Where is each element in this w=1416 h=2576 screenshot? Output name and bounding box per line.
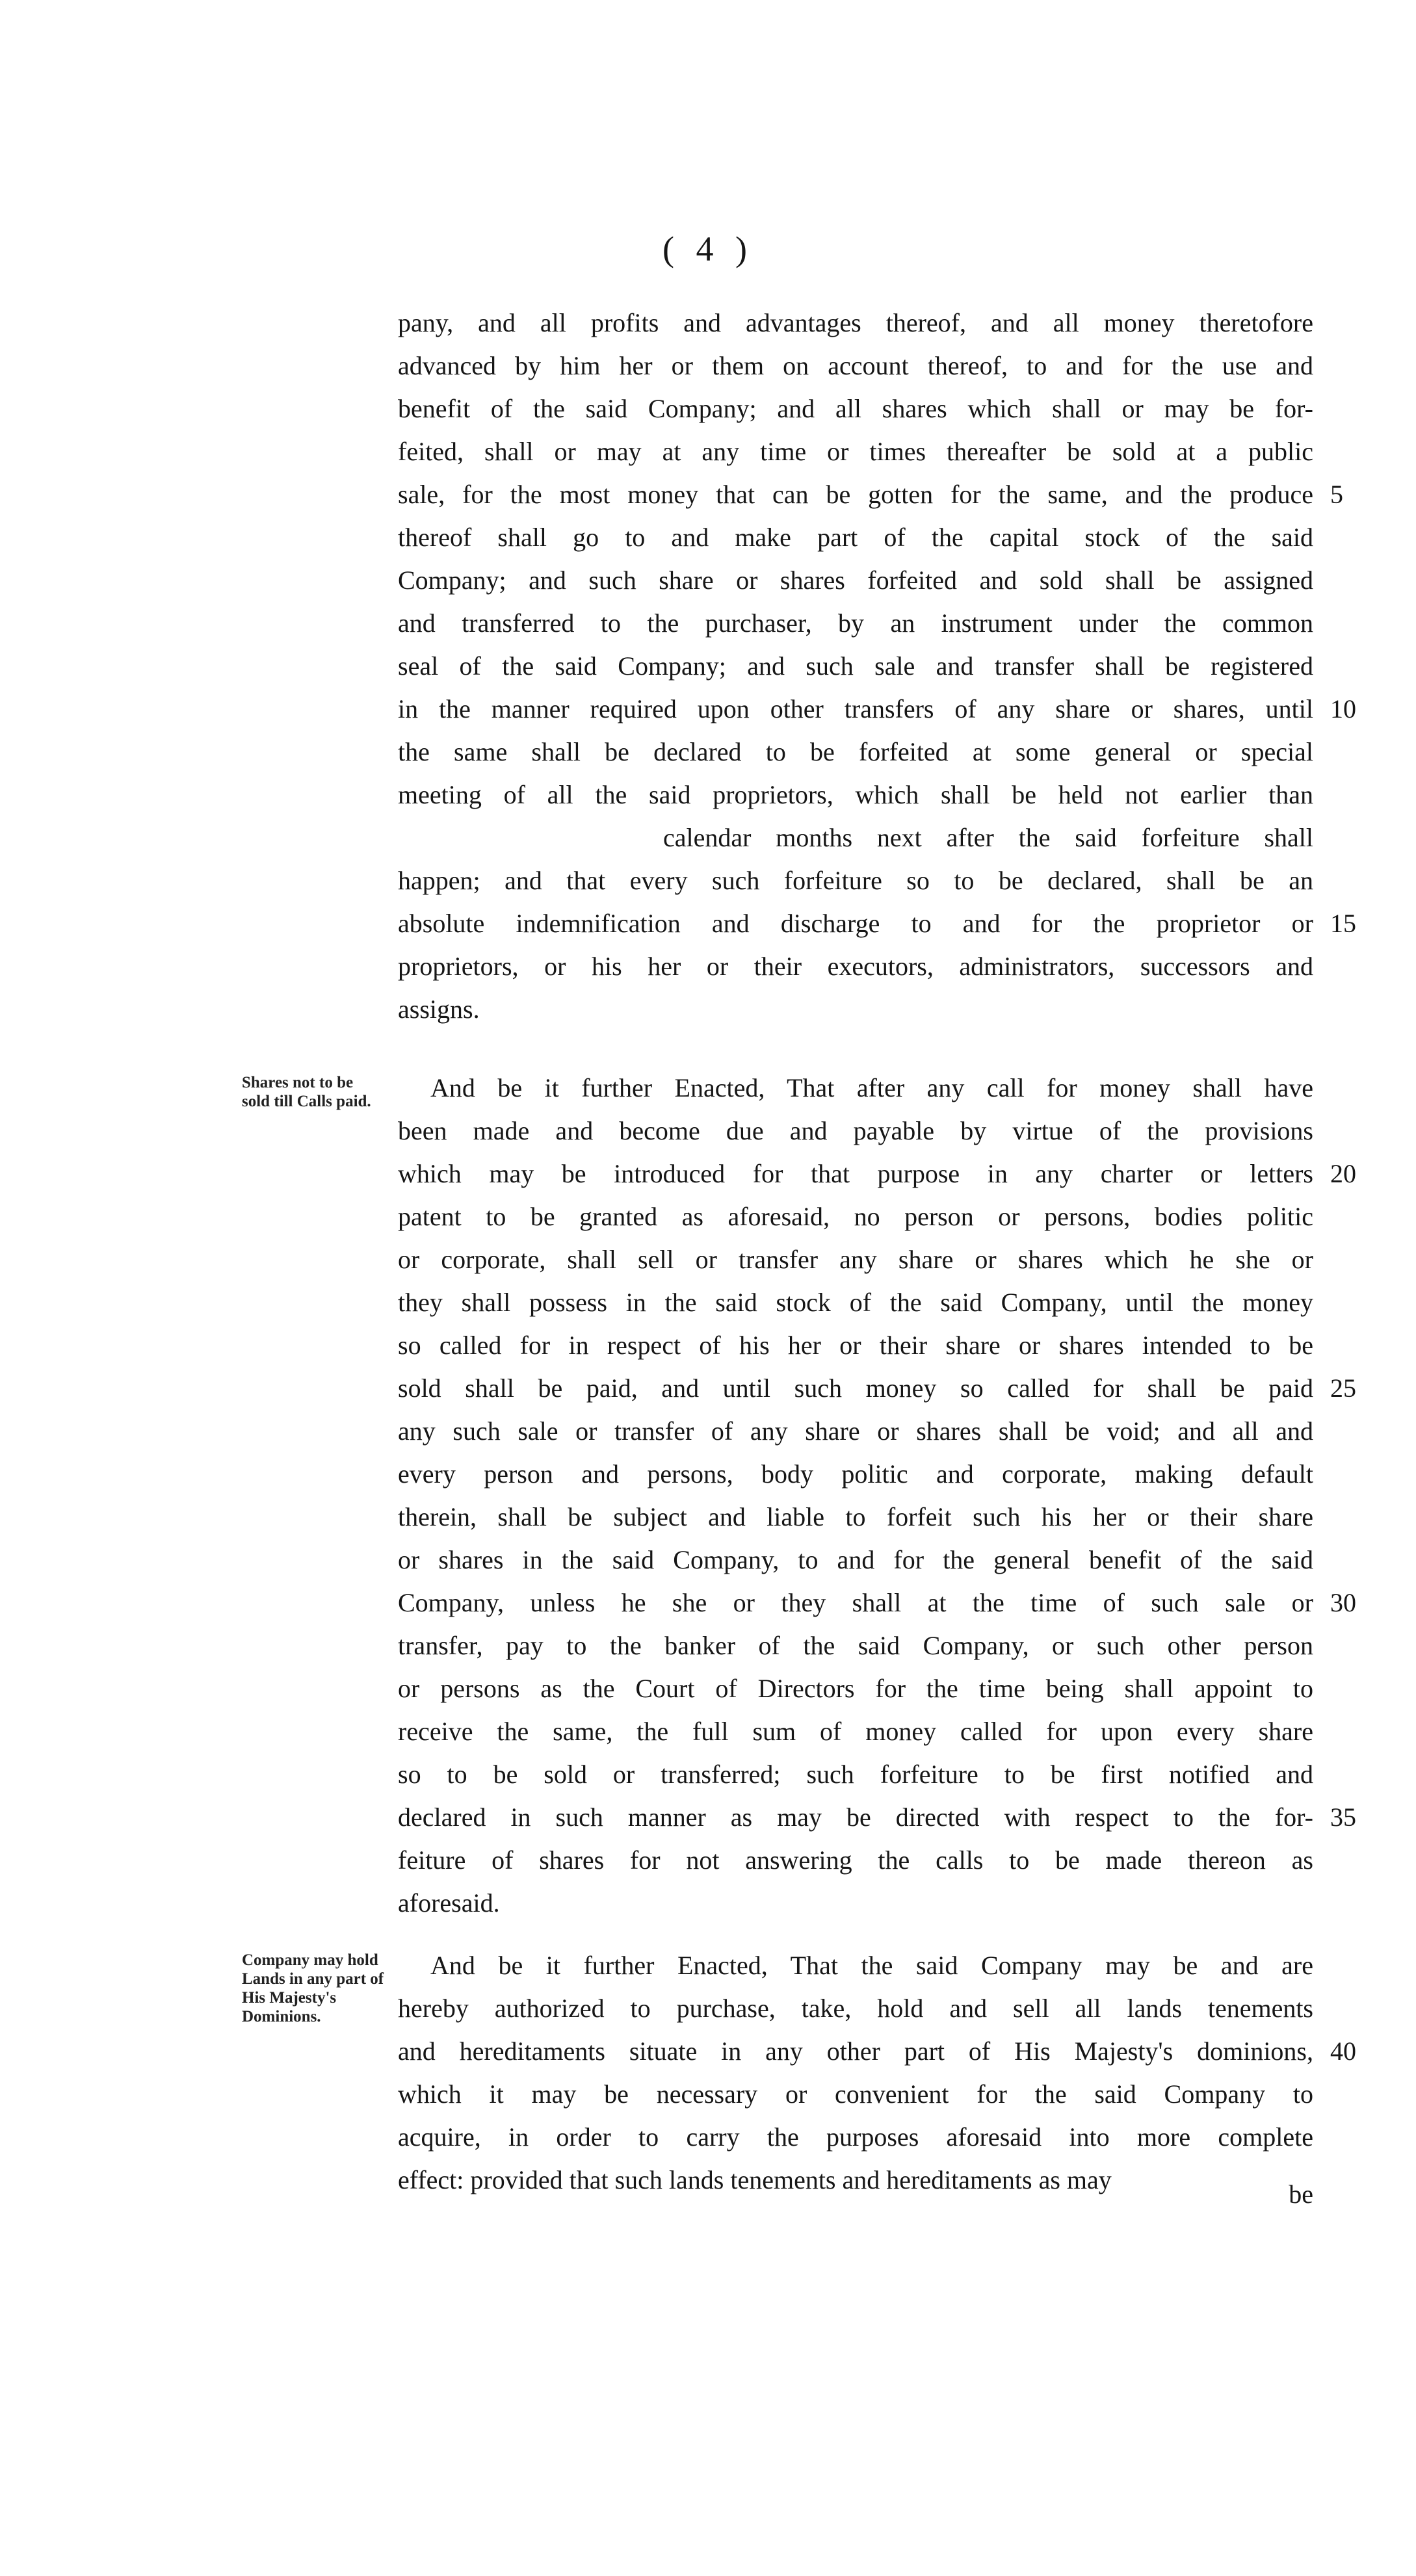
text-line: every person and persons, body politic and corporate, making default xyxy=(398,1459,1313,1489)
line-number: 20 xyxy=(1330,1159,1356,1188)
line-number: 40 xyxy=(1330,2036,1356,2066)
text-line: pany, and all profits and advantages thereof, and all money theretofore xyxy=(398,308,1313,337)
text-line: and hereditaments situate in any other part of His Majesty's dominions, xyxy=(398,2036,1313,2066)
text-line: any such sale or transfer of any share or shares shall be void; and all and xyxy=(398,1416,1313,1446)
text-line: so called for in respect of his her or their share or shares intended to be xyxy=(398,1331,1313,1360)
text-line: or persons as the Court of Directors for the time being shall appoint to xyxy=(398,1674,1313,1703)
margin-note: Shares not to be sold till Calls paid. xyxy=(242,1074,371,1110)
line-number: 10 xyxy=(1330,694,1356,723)
text-line: therein, shall be subject and liable to forfeit such his her or their share xyxy=(398,1502,1313,1531)
text-line: assigns. xyxy=(398,995,480,1024)
page-number: ( 4 ) xyxy=(662,229,754,268)
line-number: 25 xyxy=(1330,1373,1356,1403)
text-line: Company, unless he she or they shall at the time of such sale or xyxy=(398,1588,1313,1617)
text-line: so to be sold or transferred; such forfeiture to be first notified and xyxy=(398,1760,1313,1789)
line-number: 35 xyxy=(1330,1802,1356,1832)
text-line: sale, for the most money that can be gotten for the same, and the produce xyxy=(398,480,1313,509)
text-line: been made and become due and payable by virtue of the provisions xyxy=(398,1116,1313,1145)
text-line: feited, shall or may at any time or times thereafter be sold at a public xyxy=(398,437,1313,466)
text-line: acquire, in order to carry the purposes aforesaid into more complete xyxy=(398,2122,1313,2152)
text-line: which it may be necessary or convenient for the said Company to xyxy=(398,2079,1313,2109)
line-number: 5 xyxy=(1330,480,1343,509)
text-line: declared in such manner as may be directed with respect to the for- xyxy=(398,1802,1313,1832)
text-line: thereof shall go to and make part of the capital stock of the said xyxy=(398,523,1313,552)
text-line: or shares in the said Company, to and for the general benefit of the said xyxy=(398,1545,1313,1574)
text-line: proprietors, or his her or their executors, administrators, successors and xyxy=(398,952,1313,981)
text-line: they shall possess in the said stock of the said Company, until the money xyxy=(398,1288,1313,1317)
catchword: be xyxy=(1289,2179,1313,2209)
text-line: happen; and that every such forfeiture so to be declared, shall be an xyxy=(398,866,1313,895)
text-line: absolute indemnification and discharge to and for the proprietor or xyxy=(398,909,1313,938)
text-line: advanced by him her or them on account thereof, to and for the use and xyxy=(398,351,1313,380)
line-number: 15 xyxy=(1330,909,1356,938)
text-line: And be it further Enacted, That after any call for money shall have xyxy=(430,1073,1313,1102)
text-line: patent to be granted as aforesaid, no person or persons, bodies politic xyxy=(398,1202,1313,1231)
text-line: aforesaid. xyxy=(398,1888,500,1918)
text-line: or corporate, shall sell or transfer any share or shares which he she or xyxy=(398,1245,1313,1274)
text-line: the same shall be declared to be forfeited at some general or special xyxy=(398,737,1313,766)
text-line: calendar months next after the said forfeiture shall xyxy=(663,823,1313,852)
text-line: And be it further Enacted, That the said Company may be and are xyxy=(430,1951,1313,1980)
text-line: feiture of shares for not answering the calls to be made thereon as xyxy=(398,1845,1313,1875)
text-line: Company; and such share or shares forfeited and sold shall be assigned xyxy=(398,566,1313,595)
line-number: 30 xyxy=(1330,1588,1356,1617)
text-line: receive the same, the full sum of money called for upon every share xyxy=(398,1717,1313,1746)
text-line: seal of the said Company; and such sale and transfer shall be registered xyxy=(398,651,1313,681)
margin-note: Company may hold Lands in any part of His Majesty's Dominions. xyxy=(242,1951,384,2025)
text-line: which may be introduced for that purpose in any charter or letters xyxy=(398,1159,1313,1188)
text-line: benefit of the said Company; and all shares which shall or may be for- xyxy=(398,394,1313,423)
text-line: and transferred to the purchaser, by an instrument under the common xyxy=(398,608,1313,638)
text-line: transfer, pay to the banker of the said Company, or such other person xyxy=(398,1631,1313,1660)
text-line: in the manner required upon other transfers of any share or shares, until xyxy=(398,694,1313,723)
text-line: hereby authorized to purchase, take, hold and sell all lands tenements xyxy=(398,1994,1313,2023)
text-line: sold shall be paid, and until such money so called for shall be paid xyxy=(398,1373,1313,1403)
text-line: meeting of all the said proprietors, which shall be held not earlier than xyxy=(398,780,1313,809)
text-line: effect: provided that such lands tenements and hereditaments as may xyxy=(398,2165,1112,2194)
